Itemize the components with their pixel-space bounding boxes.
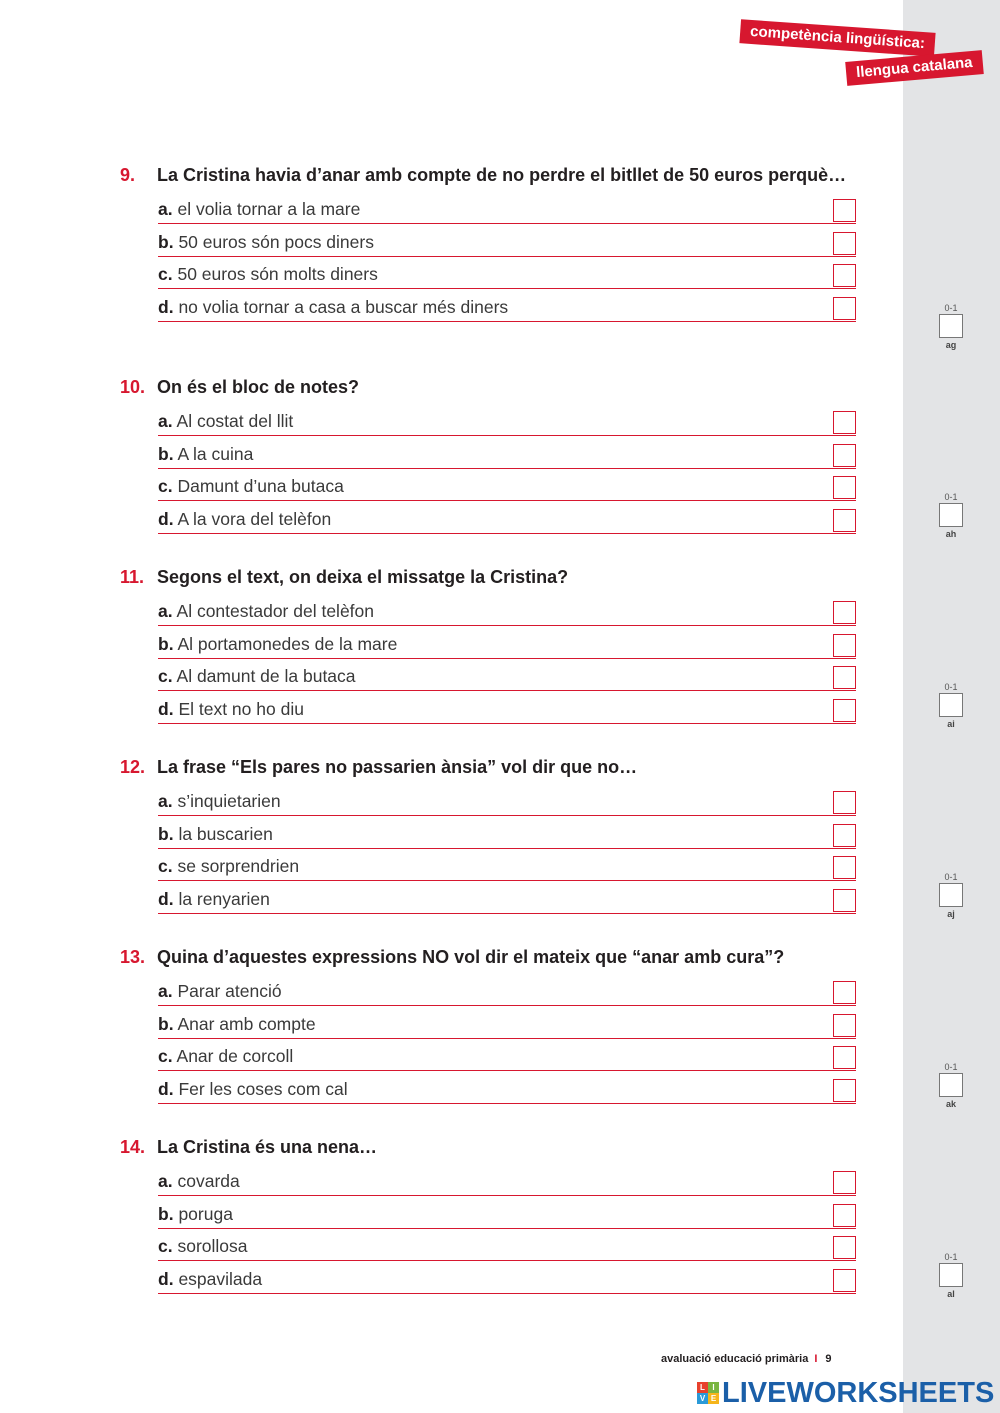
answer-options <box>158 594 856 724</box>
answer-options <box>158 974 856 1104</box>
option-letter: c. <box>158 666 173 687</box>
option-letter: a. <box>158 791 173 812</box>
answer-option-a <box>158 974 856 1006</box>
answer-option-b <box>158 816 856 848</box>
answer-option-d <box>158 1261 856 1293</box>
option-letter: b. <box>158 231 174 252</box>
answer-checkbox[interactable] <box>833 444 856 467</box>
question-number: 13. <box>120 947 146 967</box>
question-text: La Cristina és una nena… <box>157 1137 378 1157</box>
score-code: ai <box>947 719 955 729</box>
question-number: 10. <box>120 377 146 397</box>
score-input[interactable] <box>939 1263 963 1287</box>
option-text: Al damunt de la butaca <box>176 666 356 687</box>
option-letter: b. <box>158 443 174 464</box>
answer-checkbox[interactable] <box>833 1204 856 1227</box>
logo-letter: V <box>697 1393 708 1404</box>
question-12 <box>120 756 860 914</box>
answer-checkbox[interactable] <box>833 1079 856 1102</box>
answer-checkbox[interactable] <box>833 824 856 847</box>
question-number: 14. <box>120 1137 146 1157</box>
answer-option-b <box>158 436 856 468</box>
option-text: el volia tornar a la mare <box>177 199 361 220</box>
option-letter: b. <box>158 1013 174 1034</box>
option-letter: a. <box>158 199 173 220</box>
answer-options <box>158 784 856 914</box>
score-range: 0-1 <box>944 682 958 692</box>
answer-option-d <box>158 501 856 533</box>
page-number: 9 <box>825 1353 832 1365</box>
option-text: sorollosa <box>177 1236 248 1257</box>
answer-checkbox[interactable] <box>833 666 856 689</box>
option-letter: d. <box>158 296 174 317</box>
answer-checkbox[interactable] <box>833 1236 856 1259</box>
answer-option-b <box>158 224 856 256</box>
option-text: espavilada <box>178 1268 263 1289</box>
option-letter: c. <box>158 1236 173 1257</box>
page-footer <box>661 1353 832 1365</box>
question-13 <box>120 946 860 1104</box>
question-14 <box>120 1136 860 1294</box>
answer-checkbox[interactable] <box>833 981 856 1004</box>
footer-label: avaluació educació primària <box>661 1353 809 1365</box>
answer-options <box>158 192 856 322</box>
liveworksheets-logo <box>697 1376 994 1410</box>
option-letter: c. <box>158 476 173 497</box>
answer-option-a <box>158 594 856 626</box>
score-code: aj <box>947 909 955 919</box>
option-letter: a. <box>158 1171 173 1192</box>
answer-option-a <box>158 1164 856 1196</box>
answer-checkbox[interactable] <box>833 411 856 434</box>
option-letter: d. <box>158 698 174 719</box>
answer-checkbox[interactable] <box>833 791 856 814</box>
logo-letter: I <box>708 1382 719 1393</box>
answer-option-b <box>158 1196 856 1228</box>
answer-option-b <box>158 1006 856 1038</box>
option-letter: c. <box>158 856 173 877</box>
answer-checkbox[interactable] <box>833 1046 856 1069</box>
question-number: 12. <box>120 757 146 777</box>
answer-checkbox[interactable] <box>833 509 856 532</box>
score-input[interactable] <box>939 883 963 907</box>
option-text: El text no ho diu <box>178 698 304 719</box>
option-text: la buscarien <box>178 823 273 844</box>
brand-text: LIVEWORKSHEETS <box>722 1376 995 1409</box>
subject-tag-line2: llengua catalana <box>845 50 983 86</box>
option-letter: d. <box>158 1078 174 1099</box>
question-text: La frase “Els pares no passarien ànsia” vol dir que no… <box>157 757 638 777</box>
answer-checkbox[interactable] <box>833 601 856 624</box>
option-text: Al costat del llit <box>176 411 294 432</box>
option-text: Damunt d’una butaca <box>177 476 344 497</box>
answer-checkbox[interactable] <box>833 297 856 320</box>
answer-option-a <box>158 784 856 816</box>
option-letter: a. <box>158 411 173 432</box>
score-ah <box>938 492 964 539</box>
option-letter: b. <box>158 823 174 844</box>
answer-option-a <box>158 404 856 436</box>
score-input[interactable] <box>939 314 963 338</box>
question-10 <box>120 376 860 534</box>
score-input[interactable] <box>939 1073 963 1097</box>
score-range: 0-1 <box>944 872 958 882</box>
option-letter: d. <box>158 1268 174 1289</box>
answer-checkbox[interactable] <box>833 1014 856 1037</box>
score-range: 0-1 <box>944 1252 958 1262</box>
question-11 <box>120 566 860 724</box>
answer-option-d <box>158 691 856 723</box>
question-text: La Cristina havia d’anar amb compte de no perdre el bitllet de 50 euros perquè… <box>157 165 847 185</box>
answer-checkbox[interactable] <box>833 856 856 879</box>
footer-separator: I <box>814 1353 818 1365</box>
logo-letter: L <box>697 1382 708 1393</box>
score-range: 0-1 <box>944 303 958 313</box>
score-code: ag <box>945 340 957 350</box>
option-text: s’inquietarien <box>177 791 281 812</box>
answer-checkbox[interactable] <box>833 699 856 722</box>
answer-checkbox[interactable] <box>833 232 856 255</box>
answer-option-d <box>158 289 856 321</box>
score-al <box>938 1252 964 1299</box>
option-text: A la cuina <box>177 443 254 464</box>
question-text: Segons el text, on deixa el missatge la Cristina? <box>157 567 569 587</box>
option-text: 50 euros són molts diners <box>177 264 378 285</box>
question-number: 9. <box>120 165 136 185</box>
question-text: Quina d’aquestes expressions NO vol dir el mateix que “anar amb cura”? <box>157 947 785 967</box>
option-text: Fer les coses com cal <box>178 1078 348 1099</box>
score-range: 0-1 <box>944 492 958 502</box>
answer-option-b <box>158 626 856 658</box>
score-code: ak <box>945 1099 956 1109</box>
score-input[interactable] <box>939 693 963 717</box>
option-text: la renyarien <box>178 888 270 909</box>
answer-checkbox[interactable] <box>833 634 856 657</box>
option-text: Anar de corcoll <box>176 1046 294 1067</box>
option-letter: c. <box>158 1046 173 1067</box>
option-text: Al contestador del telèfon <box>176 601 375 622</box>
option-text: Al portamonedes de la mare <box>177 633 398 654</box>
score-code: al <box>947 1289 955 1299</box>
answer-checkbox[interactable] <box>833 1269 856 1292</box>
question-number: 11. <box>120 567 145 587</box>
subject-tag-line1: competència lingüística: <box>739 19 935 57</box>
option-text: A la vora del telèfon <box>177 508 332 529</box>
score-ak <box>938 1062 964 1109</box>
option-letter: b. <box>158 1203 174 1224</box>
answer-option-c <box>158 257 856 289</box>
answer-checkbox[interactable] <box>833 1171 856 1194</box>
score-aj <box>938 872 964 919</box>
live-blocks-icon <box>697 1382 719 1404</box>
answer-option-c <box>158 1039 856 1071</box>
score-ag <box>938 303 964 350</box>
option-text: covarda <box>177 1171 240 1192</box>
answer-checkbox[interactable] <box>833 889 856 912</box>
question-9 <box>120 164 860 322</box>
logo-letter: E <box>708 1393 719 1404</box>
option-letter: a. <box>158 601 173 622</box>
option-text: no volia tornar a casa a buscar més diners <box>178 296 509 317</box>
answer-checkbox[interactable] <box>833 264 856 287</box>
score-ai <box>938 682 964 729</box>
answer-checkbox[interactable] <box>833 476 856 499</box>
option-letter: d. <box>158 508 174 529</box>
option-text: poruga <box>178 1203 233 1224</box>
answer-options <box>158 1164 856 1294</box>
option-letter: b. <box>158 633 174 654</box>
answer-option-d <box>158 1071 856 1103</box>
option-text: 50 euros són pocs diners <box>178 231 374 252</box>
answer-option-c <box>158 659 856 691</box>
score-range: 0-1 <box>944 1062 958 1072</box>
option-letter: d. <box>158 888 174 909</box>
answer-checkbox[interactable] <box>833 199 856 222</box>
option-letter: a. <box>158 981 173 1002</box>
answer-option-a <box>158 192 856 224</box>
answer-option-c <box>158 469 856 501</box>
option-letter: c. <box>158 264 173 285</box>
score-code: ah <box>945 529 957 539</box>
answer-option-d <box>158 881 856 913</box>
option-text: Parar atenció <box>177 981 282 1002</box>
answer-option-c <box>158 1229 856 1261</box>
answer-option-c <box>158 849 856 881</box>
score-input[interactable] <box>939 503 963 527</box>
option-text: Anar amb compte <box>177 1013 316 1034</box>
question-text: On és el bloc de notes? <box>157 377 360 397</box>
option-text: se sorprendrien <box>177 856 300 877</box>
answer-options <box>158 404 856 534</box>
